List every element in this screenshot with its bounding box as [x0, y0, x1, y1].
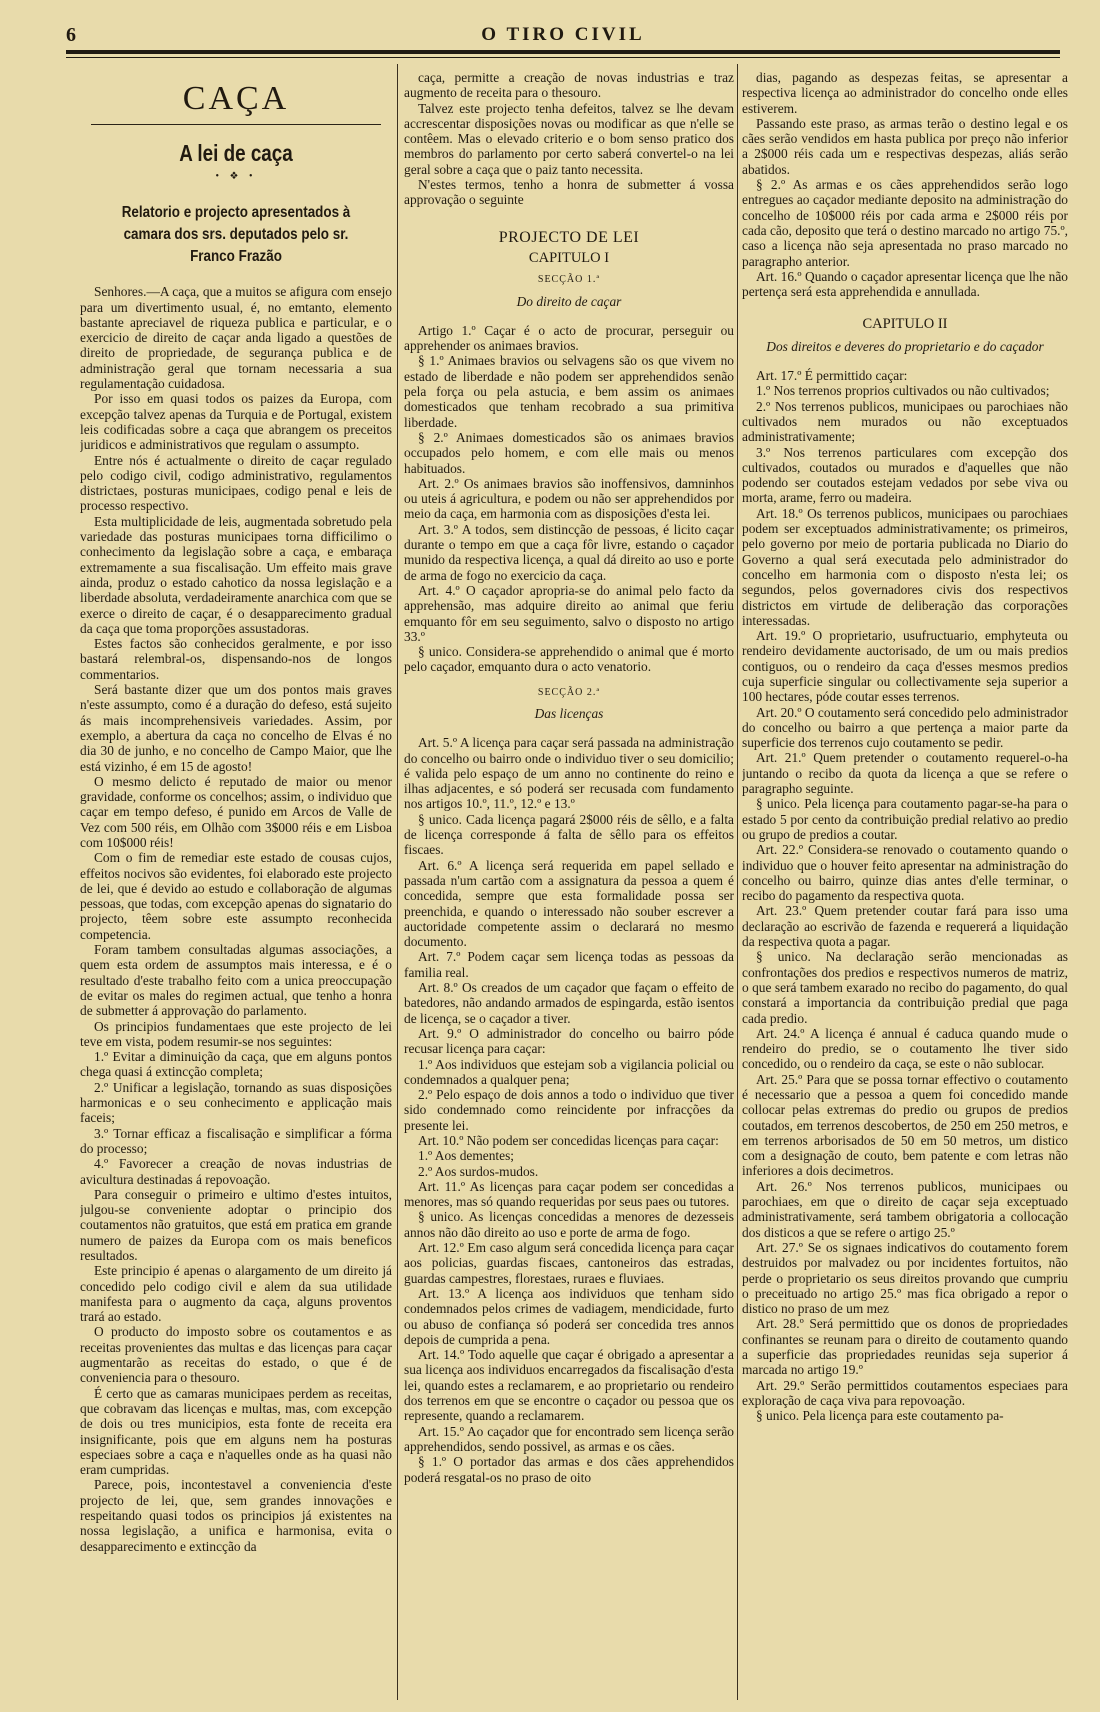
paragraph: 2.º Pelo espaço de dois annos a todo o individuo que tiver sido condemnado como reincidente por infracções da presente lei. — [404, 1087, 734, 1133]
chapter-title: Dos direitos e deveres do proprietario e do caçador — [766, 338, 1044, 354]
page-number: 6 — [66, 24, 76, 46]
article-body — [742, 368, 1068, 1423]
paragraph: Art. 21.º Quem pretender o coutamento requerel-o-ha juntando o recibo da quota da licença a que se refere o paragrapho seguinte. — [742, 750, 1068, 797]
article-body — [742, 70, 1068, 299]
paragraph: dias, pagando as despezas feitas, se apresentar a respectiva licença ao administrador do concelho onde elles estiverem. — [742, 70, 1068, 116]
paragraph: caça, permitte a creação de novas industrias e traz augmento de receita para o thesouro. — [404, 70, 734, 101]
paragraph: 2.º Nos terrenos publicos, municipaes ou parochiaes não cultivados nem murados ou não exceptuados administrativamente; — [742, 398, 1068, 445]
paragraph: Art. 27.º Se os signaes indicativos do coutamento forem destruidos por malvadez ou por incidentes fortuitos, não perde o proprietario os seus direitos provando que cumpriu o preceituado no artigo 25.º mas fica obrigado a repor o distico no praso de um mez — [742, 1239, 1068, 1317]
article-title: A lei de caça — [179, 140, 293, 166]
paragraph: Parece, pois, incontestavel a conveniencia d'este projecto de lei, que, sem grandes innovações e respeitando quasi todos os principios já existentes na nossa legislação, a unifica e harmonisa, evita o desapparecimento e extincção da — [80, 1477, 392, 1554]
paragraph: Art. 2.º Os animaes bravios são inoffensivos, damninhos ou uteis á agricultura, e podem ou não ser apprehendidos por meio da caça, em harmonia com as disposições d'esta lei. — [404, 475, 734, 522]
article-body — [404, 735, 734, 1485]
paragraph: § unico. Considera-se apprehendido o animal que é morto pelo caçador, emquanto dura o acto venatorio. — [404, 644, 734, 675]
paragraph: Será bastante dizer que um dos pontos mais graves n'este assumpto, como é a duração do defeso, está sujeito ás mais incomprehensiveis variedades. Assim, por exemplo, a abertura da caça no concelho de Elvas é no dia 30 de junho, e no concelho de Campo Maior, que lhe está vizinho, é em 15 de agosto! — [80, 682, 392, 774]
column-divider — [397, 64, 398, 1700]
paragraph: § unico. Pela licença para coutamento pagar-se-ha para o estado 5 por cento da contribuição predial relativo ao predio ou grupo de predios a coutar. — [742, 796, 1068, 842]
paragraph: Art. 24.º A licença é annual é caduca quando mude o rendeiro do predio, se o coutamento lhe tiver sido concedido, ou o rendeiro da caça, se este o não sublocar. — [742, 1025, 1068, 1072]
column-1 — [80, 70, 392, 1702]
paragraph: Art. 6.º A licença será requerida em papel sellado e passada n'um cartão com a assignatura da pessoa a quem é concedida, sempre que esta formalidade possa ser preenchida, e quando o interessado não souber escrever a auctoridade competente assim o declarará no mesmo documento. — [404, 857, 734, 950]
paragraph: Por isso em quasi todos os paizes da Europa, com excepção talvez apenas da Turquia e de Portugal, existem leis codificadas sobre a caça que abrangem os preceitos juridicos e administrativos que regulam o assumpto. — [80, 391, 392, 453]
paragraph: Art. 10.º Não podem ser concedidas licenças para caçar: — [418, 1133, 719, 1148]
paragraph: Art. 18.º Os terrenos publicos, municipaes ou parochiaes podem ser exceptuados administrativamente; os primeiros, pelo governo por meio de portaria publicada no Diario do Governo a qual será executada pelo administrador do concelho em harmonia com o disposto n'esta lei; os segundos, pelos governadores civis dos respectivos districtos em virtude de deliberação das corporações interessadas. — [742, 505, 1068, 628]
paragraph: Art. 4.º O caçador apropria-se do animal pelo facto da apprehensão, mas adquire direito ao animal que feriu emquanto fôr em seu seguimento, salvo o disposto no artigo 33.º — [404, 582, 734, 644]
ornament: • ❖ • — [215, 171, 257, 182]
paragraph: § 1.º O portador das armas e dos cães apprehendidos poderá resgatal-os no praso de oito — [404, 1454, 734, 1485]
paragraph: Art. 29.º Serão permittidos coutamentos especiaes para exploração de caça viva para repovoação. — [742, 1377, 1068, 1408]
section-heading: SECÇÃO 1.ª — [537, 274, 601, 286]
paragraph: Estes factos são conhecidos geralmente, e por isso bastará relembral-os, dispensando-nos de longos commentarios. — [80, 636, 392, 682]
header-rule — [66, 50, 1060, 54]
paragraph: Senhores.—A caça, que a muitos se afigura com ensejo para um divertimento usual, é, no emtanto, elemento bastante apreciavel de riqueza publica e particular, e o exercicio de direito de caçar anda ligado a questões de direito de propriedade, de segurança publica e de administração geral que tornam necessaria a sua regulamentação cuidadosa. — [80, 284, 392, 392]
paragraph: 2.º Aos surdos-mudos. — [418, 1163, 539, 1179]
paragraph: Art. 13.º A licença aos individuos que tenham sido condemnados pelos crimes de vadiagem, mendicidade, furto ou abuso de confiança só poderá ser concedida tres annos depois de cumprida a pena. — [404, 1285, 734, 1347]
paragraph: Art. 7.º Podem caçar sem licença todas as pessoas da familia real. — [404, 949, 734, 980]
law-title: PROJECTO DE LEI — [498, 228, 640, 246]
paragraph: Art. 22.º Considera-se renovado o coutamento quando o individuo que o houver feito apresentar na administração do concelho ou bairro, quinze dias antes d'elle terminar, o recibo do pagamento da respectiva quota. — [742, 842, 1068, 904]
paragraph: Art. 11.º As licenças para caçar podem ser concedidas a menores, mas só quando requeridas por seus paes ou tutores. — [404, 1178, 734, 1210]
paragraph: 1.º Evitar a diminuição da caça, que em alguns pontos chega quasi á extincção completa; — [80, 1049, 392, 1080]
paragraph: Art. 16.º Quando o caçador apresentar licença que lhe não pertença será esta apprehendida e annullada. — [742, 268, 1068, 300]
article-body — [404, 323, 734, 675]
newspaper-title: O TIRO CIVIL — [481, 24, 645, 45]
paragraph: 4.º Favorecer a creação de novas industrias de avicultura destinadas á repovoação. — [80, 1156, 392, 1187]
paragraph: Esta multiplicidade de leis, augmentada sobretudo pela variedade das posturas municipaes torna difficilimo o conhecimento da legislação sobre a caça, e embaraça extremamente a sua fiscalisação. Um effeito mais grave ainda, produz o estado cahotico da nossa legislação e a liberdade absoluta, verdadeiramente anarchica com que se exerce o direito de caçar, é o desapparecimento gradual da caça que toma proporções assustadoras. — [80, 513, 392, 636]
paragraph: Art. 14.º Todo aquelle que caçar é obrigado a apresentar a sua licença aos individuos encarregados da fiscalisação d'esta lei, quando estes a reclamarem, e ao proprietario ou rendeiro dos terrenos em que se encontre o caçador ou pessoa que os represente, quando a reclamarem. — [404, 1347, 734, 1424]
paragraph: Art. 3.º A todos, sem distincção de pessoas, é licito caçar durante o tempo em que a caça fôr livre, estando o caçador munido da respectiva licença, a qual dá direito ao uso e porte de arma de fogo no exercicio da caça. — [404, 521, 734, 583]
paragraph: Art. 17.º É permittido caçar: — [756, 368, 908, 384]
paragraph: Artigo 1.º Caçar é o acto de procurar, perseguir ou apprehender os animaes bravios. — [404, 322, 734, 354]
paragraph: Art. 23.º Quem pretender coutar fará para isso uma declaração ao escrivão de fazenda e requererá a liquidação da respectiva quota a pagar. — [742, 903, 1068, 950]
paragraph: Este principio é apenas o alargamento de um direito já concedido pelo codigo civil e alem da sua utilidade manifesta para o augmento da caça, alguns proventos trará ao estado. — [80, 1263, 392, 1325]
section-heading: CAÇA — [182, 80, 290, 117]
paragraph: 2.º Unificar a legislação, tornando as suas disposições harmonicas e o seu conhecimento e applicação mais faceis; — [80, 1079, 392, 1126]
article-body — [404, 70, 734, 208]
paragraph: Os principios fundamentaes que este projecto de lei teve em vista, podem resumir-se nos seguintes: — [80, 1018, 392, 1049]
paragraph: Art. 26.º Nos terrenos publicos, municipaes ou parochiaes, em que o direito de caçar seja exceptuado administrativamente, será tambem obrigatoria a collocação dos disticos a que se refere o artigo 25.º — [742, 1178, 1068, 1240]
section-title: Do direito de caçar — [516, 293, 622, 309]
paragraph: O producto do imposto sobre os coutamentos e as receitas provenientes das multas e das licenças para caçar augmentarão as receitas do estado, o que é de conveniencia para o thesouro. — [80, 1324, 392, 1386]
column-2 — [404, 70, 734, 1702]
section-heading: SECÇÃO 2.ª — [537, 686, 601, 698]
section-title: Das licenças — [534, 705, 604, 721]
paragraph: § unico. Cada licença pagará 2$000 réis de sêllo, e a falta de licença corresponde á falta de sêllo para os effeitos fiscaes. — [404, 811, 734, 858]
paragraph: § 2.º As armas e os cães apprehendidos serão logo entregues ao caçador mediante deposito na administração do concelho de 10$000 réis por cada arma e 2$000 réis por cada cão, deposito que terá o destino marcado no artigo 75.º, caso a licença não seja apresentada no praso marcado no paragrapho anterior. — [742, 177, 1068, 269]
paragraph: Art. 28.º Será permittido que os donos de propriedades confinantes se reunam para o direito de coutamento quando a superficie das propriedades reunidas seja superior á marcada no artigo 19.º — [742, 1316, 1068, 1378]
paragraph: Art. 5.º A licença para caçar será passada na administração do concelho ou bairro onde o individuo tiver o seu domicilio; é valida pelo espaço de um anno no continente do reino e ilhas adjacentes, e só poderá ser recusada com fundamento nos artigos 10.º, 11.º, 12.º e 13.º — [404, 735, 734, 812]
paragraph: Foram tambem consultadas algumas associações, a quem esta ordem de assumptos mais interessa, e é o resultado d'este trabalho feito com a unica preoccupação de evitar os males do regimen actual, que tenho a honra de submetter á approvação do parlamento. — [80, 942, 392, 1019]
paragraph: É certo que as camaras municipaes perdem as receitas, que cobravam das licenças e multas, mas, com excepção de dois ou tres municipios, esta fonte de receita era insignificante, pois que em alguns nem ha posturas especiaes sobre a caça e n'aquelles onde as ha quasi não eram cumpridas. — [80, 1385, 392, 1478]
chapter-heading: CAPITULO I — [528, 249, 610, 266]
paragraph: N'estes termos, tenho a honra de submetter á vossa approvação o seguinte — [404, 177, 734, 208]
page-header — [66, 20, 1060, 54]
paragraph: 1.º Aos dementes; — [418, 1148, 515, 1164]
paragraph: Para conseguir o primeiro e ultimo d'estes intuitos, julgou-se conveniente adoptar o principio dos coutamentos não gratuitos, que está em pratica em grande numero de paizes da Europa com os mais beneficos resultados. — [80, 1186, 392, 1263]
paragraph: Com o fim de remediar este estado de cousas cujos, effeitos nocivos são evidentes, foi elaborado este projecto de lei, que é devido ao estudo e collaboração de algumas pessoas, que todas, com excepção apenas do signatario do projecto, têem sobre este assumpto reconhecida competencia. — [80, 850, 392, 942]
paragraph: § unico. As licenças concedidas a menores de dezesseis annos não dão direito ao uso e porte de arma de fogo. — [404, 1209, 734, 1240]
paragraph: § unico. Pela licença para este coutamento pa- — [756, 1408, 1004, 1424]
chapter-heading: CAPITULO II — [862, 316, 948, 333]
article-body — [80, 284, 392, 1554]
article-subtitle: Relatorio e projecto apresentados à camara dos srs. deputados pelo sr. Franco Frazão — [121, 204, 351, 266]
paragraph: Art. 19.º O proprietario, usufructuario, emphyteuta ou rendeiro devidamente auctorisado, de um ou mais predios contiguos, ou o rendeiro da caça d'esses mesmos predios cuja superficie singular ou collectivamente seja superior a 100 hectares, póde coutar esses terrenos. — [742, 628, 1068, 705]
paragraph: Art. 25.º Para que se possa tornar effectivo o coutamento é necessario que a pessoa a quem foi concedido mande collocar pelas extremas do predio ou grupos de predios coutados, em terrenos descobertos, de 250 em 250 metros, e em terrenos arborisados de 50 em 50 metros, um distico com a designação de couto, bem patente e com letras não inferiores a dois decimetros. — [742, 1071, 1068, 1179]
paragraph: Talvez este projecto tenha defeitos, talvez se lhe devam accrescentar disposições novas ou modificar as que n'elle se contêem. Mas o elevado criterio e o bom senso pratico dos membros do parlamento por certo saberá convertel-o na lei geral sobre a caça que o paiz tanto necessita. — [404, 100, 734, 177]
column-divider — [737, 64, 738, 1700]
paragraph: Art. 20.º O coutamento será concedido pelo administrador do concelho ou bairro a que pertença a maior parte da superficie dos terrenos cujo coutamento se pedir. — [742, 704, 1068, 751]
paragraph: § 2.º Animaes domesticados são os animaes bravios occupados pelo homem, e com elle mais ou menos habituados. — [404, 429, 734, 476]
paragraph: Passando este praso, as armas terão o destino legal e os cães serão vendidos em hasta publica por preço não inferior a 2$000 réis cada um e respectivas despezas, aliás serão abatidos. — [742, 115, 1068, 177]
paragraph: § 1.º Animaes bravios ou selvagens são os que vivem no estado de liberdade e não podem ser apprehendidos senão pela força ou pela astucia, e bem assim os animaes domesticados que tenham recobrado a sua primitiva liberdade. — [404, 353, 734, 430]
paragraph: Art. 8.º Os creados de um caçador que façam o effeito de batedores, não andando armados de espingarda, estão isentos de licença, se o caçador a tiver. — [404, 980, 734, 1026]
paragraph: O mesmo delicto é reputado de maior ou menor gravidade, conforme os concelhos; assim, o individuo que caçar em tempo defeso, é punido em Arcos de Valle de Vez com 500 réis, em Olhão com 3$000 réis e em Lisboa com 10$000 réis! — [80, 773, 392, 850]
paragraph: Art. 12.º Em caso algum será concedida licença para caçar aos policias, guardas fiscaes, cantoneiros das estradas, guardas campestres, florestaes, ruraes e fluviaes. — [404, 1240, 734, 1286]
column-3 — [742, 70, 1068, 1702]
paragraph: 1.º Nos terrenos proprios cultivados ou não cultivados; — [756, 383, 1050, 399]
paragraph: 1.º Aos individuos que estejam sob a vigilancia policial ou condemnados a qualquer pena; — [404, 1056, 734, 1087]
paragraph: Art. 15.º Ao caçador que for encontrado sem licença serão apprehendidos, sendo possivel, as armas e os cães. — [404, 1423, 734, 1454]
paragraph: Art. 9.º O administrador do concelho ou bairro póde recusar licença para caçar: — [404, 1025, 734, 1057]
heading-rule — [91, 124, 381, 125]
header-rule-thin — [66, 57, 1060, 58]
paragraph: 3.º Nos terrenos particulares com excepção dos cultivados, coutados ou murados e d'aquelles que não podendo ser coutados estejam vedados por sebe viva ou morta, arame, ferro ou madeira. — [742, 444, 1068, 506]
paragraph: 3.º Tornar efficaz a fiscalisação e simplificar a fórma do processo; — [80, 1125, 392, 1156]
paragraph: § unico. Na declaração serão mencionadas as confrontações dos predios e respectivos numeros de matriz, o que será tambem exarado no recibo do pagamento, do qual constará a importancia da contribuição predial que paga cada predio. — [742, 949, 1068, 1026]
paragraph: Entre nós é actualmente o direito de caçar regulado pelo codigo civil, codigo administrativo, regulamentos districtaes, posturas municipaes, codigo penal e leis de processo respectivo. — [80, 452, 392, 514]
